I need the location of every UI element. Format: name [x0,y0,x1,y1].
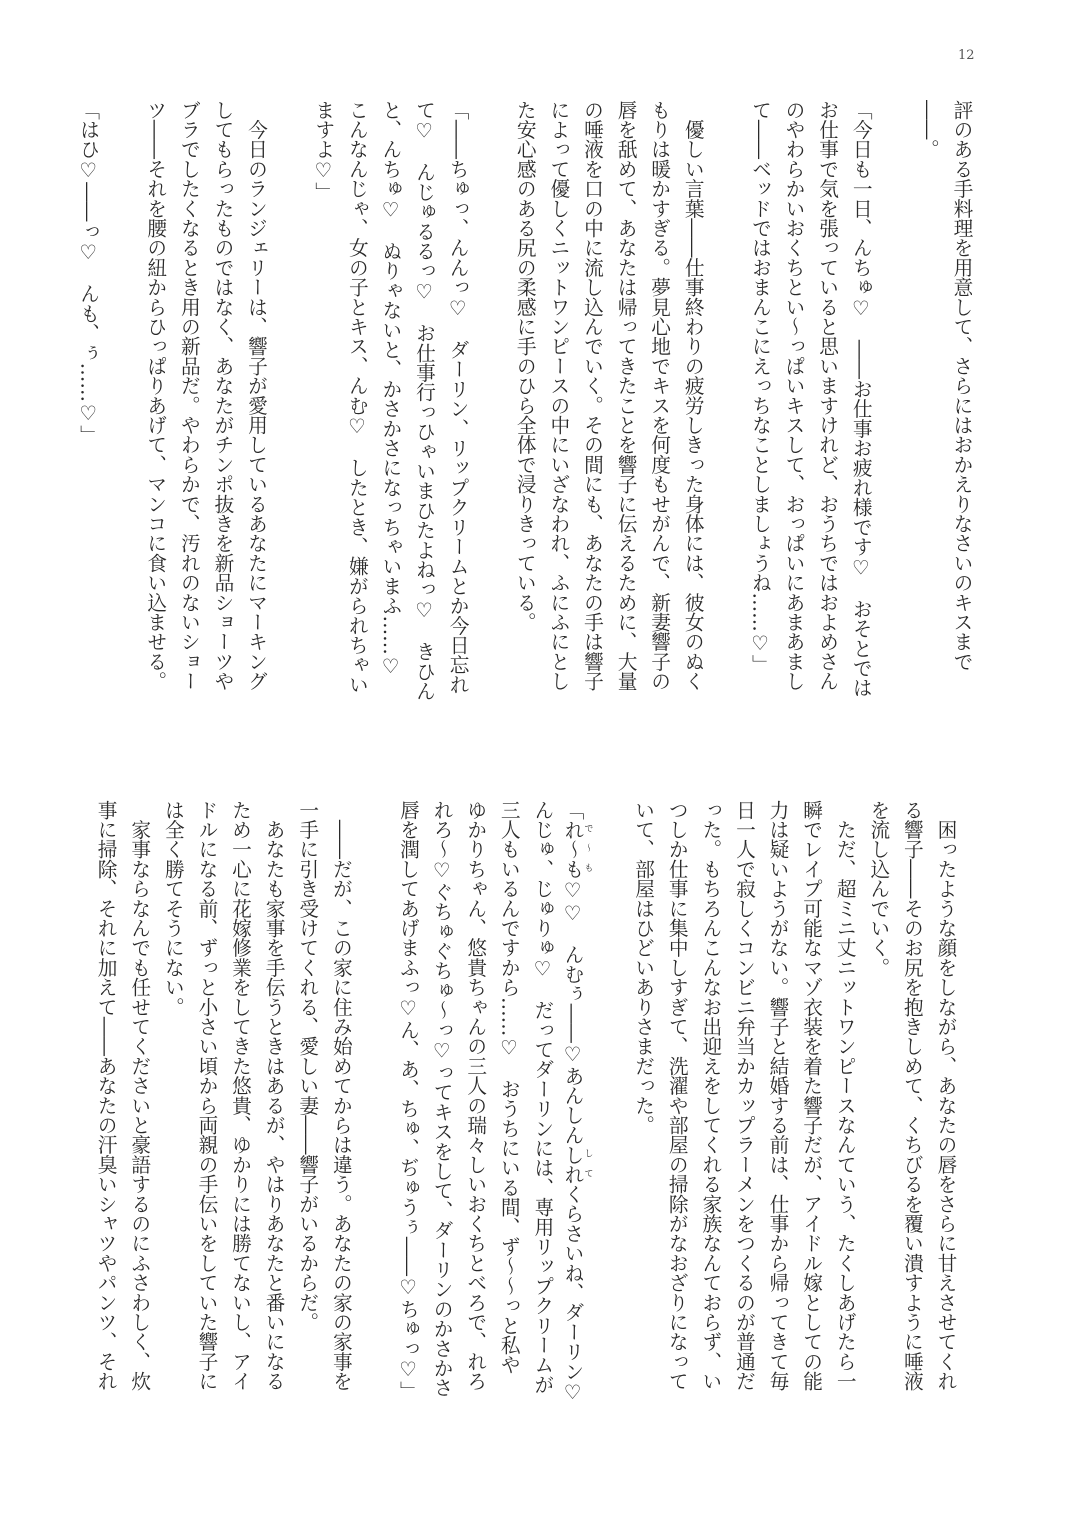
text-line: 唇を潤してあげまふっ♡ん、あ、ちゅ、ぢゅうぅ――♡ちゅっ♡」 [396,800,420,1401]
text-line: 評のある手料理を用意して、さらにはおかえりなさいのキスまで [950,100,973,672]
text-line: を流し込んでいく。 [866,800,890,978]
blank-line [592,800,626,1440]
text-line: 事に掃除、それに加えて――あなたの汗臭いシャツやパンツ、それ [94,800,118,1391]
text-block-upper [71,100,978,700]
page-number: 12 [958,48,975,63]
text-line: お仕事で気を張っていると思いますけれど、おうちではおよめさん [815,100,839,691]
blank-line [474,100,508,700]
text-line: った。もちろんこんなお出迎えをしてくれる家族なんておらず、い [698,800,722,1391]
text-line: ため一心に花嫁修業をしてきた悠貴、ゆかりには勝てないし、アイ [228,800,252,1391]
text-line: 優しい言葉――仕事終わりの疲労しきった身体には、彼女のぬく [681,100,705,691]
text-line: ゆかりちゃん、悠貴ちゃんの三人の瑞々しいおくちとべろで、れろ [463,800,487,1391]
text-line: ますよ♡」 [311,100,335,202]
text-line: 「――ちゅっ、んんっ♡ ダーリン、リップクリームとか今日忘れ [446,100,470,695]
blank-line [273,100,307,700]
text-line: 三人もいるんですから……♡ おうちにいる間、ず～～っと私や [497,800,521,1375]
text-line: 困ったような顔をしながら、あなたの唇をさらに甘えさせてくれ [934,800,957,1391]
blank-line [877,100,911,700]
text-line: つしか仕事に集中しすぎて、洗濯や部屋の掃除がなおざりになって [665,800,689,1391]
ruby-base: しれ [560,1144,584,1185]
text-line: 唇を舐めて、あなたは帰ってきたことを響子に伝えるために、大量 [614,100,638,691]
text-line: こんなんじゃ、女の子とキス、んむ♡ したとき、嫌がられちゃい [345,100,369,695]
ruby-reading: して [582,1144,593,1185]
text-line: 「はひ♡――っ♡ んも、ぅ……♡」 [76,100,100,445]
blank-line [709,100,743,700]
text-line: してもらったものではなく、あなたがチンポ抜きを新品ショーツや [210,100,234,691]
text-line: によって優しくニットワンピースの中にいざなわれ、ふにふにとし [546,100,570,691]
text-line: のやわらかいおくちとい～っぱいキスして、おっぱいにあまあまし [782,100,806,691]
ruby-base: れ～も [560,819,584,879]
text-line: 「今日も一日、んちゅ♡ ――お仕事お疲れ様です♡ おそとでは [849,100,873,698]
blank-line [105,100,139,700]
ruby-reading: で～も [582,819,593,879]
text-segment: 「 [560,800,584,820]
text-line: て♡ んじゅるるっ♡ お仕事行っひゃいまひたよねっ♡ きひん [412,100,436,701]
text-line: ドルになる前、ずっと小さい頃から両親の手伝いをしていた響子に [194,800,218,1391]
text-line: ――。 [916,100,940,160]
text-segment: ♡♡ んむぅ――♡あんしん [560,878,584,1145]
text-line: る響子――そのお尻を抱きしめて、くちびるを覆い潰すように唾液 [900,800,924,1391]
text-line: ブラでしたくなるとき用の新品だ。やわらかで、汚れのないショー [177,100,201,691]
blank-line [357,800,391,1440]
ruby-word [560,1144,593,1185]
text-line: と、んちゅ♡ ぬりゃないと、かさかさになっちゃいまふ……♡ [378,100,402,678]
text-line: れろ～♡ぐちゅぐちゅ～っ♡ってキスをして、ダーリンのかさかさ [430,800,454,1398]
text-line: んじゅ、じゅりゅ♡ だってダーリンには、専用リップクリームが [530,800,554,1395]
text-block-lower [89,800,962,1440]
ruby-word [560,819,593,879]
text-line: 日一人で寂しくコンビニ弁当かカップラーメンをつくるのが普通だ [732,800,756,1391]
text-line: 一手に引き受けてくれる、愛しい妻――響子がいるからだ。 [295,800,319,1332]
text-line: 家事ならなんでも任せてくださいと豪語するのにふさわしく、炊 [127,800,151,1391]
text-line: て――ベッドではおまんこにえっちなことしましょうね……♡」 [748,100,772,675]
text-line: ――だが、この家に住み始めてからは違う。あなたの家の家事を [329,800,353,1391]
text-line: た安心感のある尻の柔感に手のひら全体で浸りきっている。 [513,100,537,632]
text-line: の唾液を口の中に流し込んでいく。その間にも、あなたの手は響子 [580,100,604,691]
text-line: 力は疑いようがない。響子と結婚する前は、仕事から帰ってきて毎 [766,800,790,1391]
text-line: 今日のランジェリーは、響子が愛用しているあなたにマーキング [244,100,268,691]
text-line: ツ――それを腰の紐からひっぱりあげて、マンコに食い込ませる。 [143,100,167,691]
text-line: もりは暖かすぎる。夢見心地でキスを何度もせがんで、新妻響子の [647,100,671,691]
text-line: いて、部屋はひどいありさまだった。 [631,800,655,1135]
text-line: ただ、超ミニ丈ニットワンピースなんていう、たくしあげたら一 [833,800,857,1391]
text-line: は全く勝てそうにない。 [161,800,185,1017]
text-segment: くらさいね、ダーリン♡ [560,1184,584,1405]
text-line: あなたも家事を手伝うときはあるが、やはりあなたと番いになる [262,800,286,1391]
text-line [559,800,593,1440]
text-line: 瞬でレイプ可能なマゾ衣装を着た響子だが、アイドル嫁としての能 [799,800,823,1391]
